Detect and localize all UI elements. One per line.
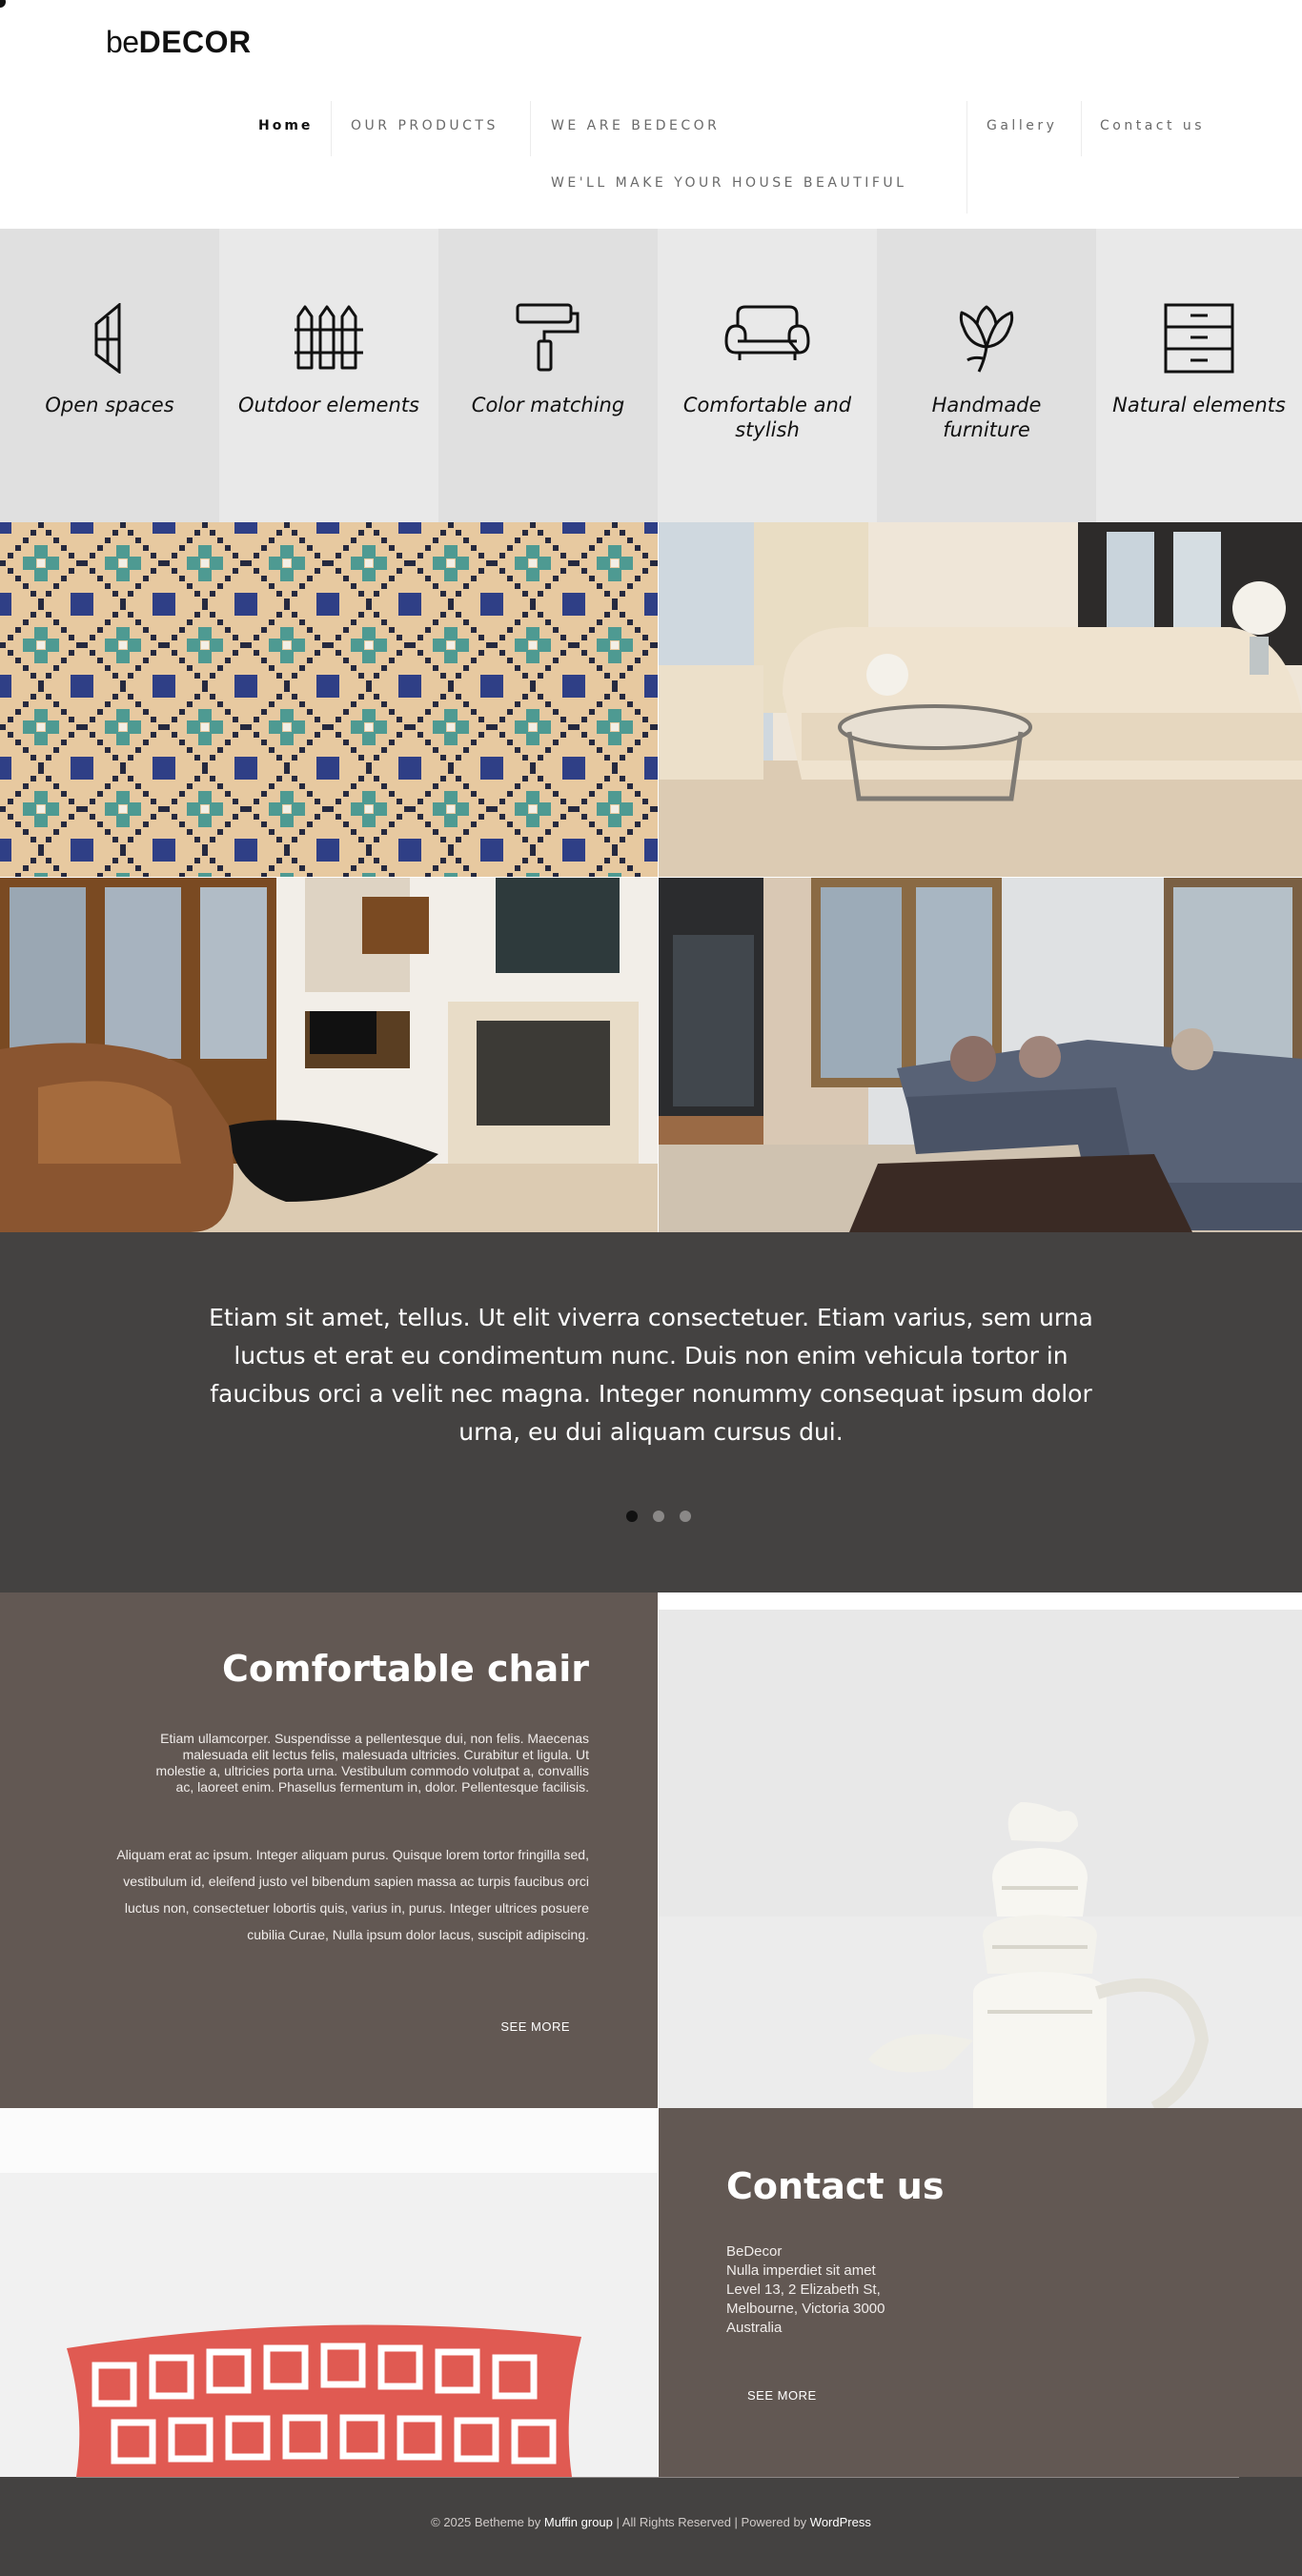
chair-see-more-button[interactable]: SEE MORE (500, 2019, 570, 2034)
gallery-image-grey-sofa[interactable] (659, 878, 1302, 1232)
feature-comfortable-and-stylish (658, 229, 877, 522)
feature-label: Open spaces (45, 394, 174, 416)
slider-dot-2[interactable] (653, 1511, 664, 1522)
contact-line-city: Melbourne, Victoria 3000 (726, 2301, 885, 2317)
gallery-grid (0, 522, 1302, 1232)
nav-divider (530, 101, 531, 156)
feature-handmade-furniture (877, 229, 1096, 522)
nav-our-products[interactable]: OUR PRODUCTS (351, 118, 498, 133)
contact-line-note: Nulla imperdiet sit amet (726, 2262, 876, 2279)
slider-dot-1[interactable] (626, 1511, 638, 1522)
gallery-image-living-room[interactable] (659, 522, 1302, 877)
corner-dot (0, 0, 6, 8)
site-header (0, 0, 1302, 229)
testimonial-slider (0, 1232, 1302, 1592)
contact-line-company: BeDecor (726, 2243, 783, 2260)
contact-section (659, 2108, 1302, 2477)
chair-paragraph-1: Etiam ullamcorper. Suspendisse a pellentesque dui, non felis. Maecenas malesuada elit lectus felis, malesuada ultricies. Curabitur et ligula. Ut molestie a, ultricies porta urna. Vestibulum commodo volutpat a, convallis ac, laoreet enim. Phasellus fermentum in, dolor. Pellentesque facilisis. (155, 1731, 589, 1795)
site-footer (0, 2477, 1302, 2576)
pillow-image[interactable] (0, 2108, 658, 2477)
footer-prefix: © 2025 Betheme by (431, 2515, 544, 2529)
gallery-image-fireplace-room[interactable] (0, 878, 658, 1232)
feature-natural-elements (1096, 229, 1302, 522)
teapot-image[interactable] (659, 1592, 1302, 2108)
feature-outdoor-elements (219, 229, 438, 522)
fence-icon (295, 303, 363, 370)
feature-label: Handmade furniture (931, 394, 1042, 441)
nav-divider (1081, 101, 1082, 156)
features-strip (0, 229, 1302, 522)
logo-bold-text: DECOR (138, 25, 252, 59)
paint-roller-icon (516, 303, 580, 372)
feature-label: Color matching (471, 394, 625, 416)
contact-title: Contact us (726, 2165, 945, 2207)
chair-paragraph-2: Aliquam erat ac ipsum. Integer aliquam purus. Quisque lorem tortor fringilla sed, vestibulum id, eleifend justo vel bibendum sapien massa ac turpis faucibus orci luctus non, consectetuer lobortis quis, varius in, purus. Integer ultrices posuere cubilia Curae, Nulla ipsum dolor lacus, suscipit adipiscing. (116, 1847, 589, 1942)
nav-home[interactable]: Home (258, 118, 314, 133)
drawers-icon (1164, 303, 1234, 374)
footer-middle: | All Rights Reserved | Powered by (612, 2515, 810, 2529)
site-logo[interactable] (106, 25, 252, 60)
nav-divider (966, 101, 967, 213)
testimonial-quote: Etiam sit amet, tellus. Ut elit viverra consectetuer. Etiam varius, sem urna luctus et erat eu condimentum nunc. Duis non enim vehicula tortor in faucibus orci a velit nec magna. Integer nonummy consequat ipsum dolor urna, eu dui aliquam cursus dui. (209, 1304, 1093, 1446)
contact-see-more-button[interactable]: SEE MORE (747, 2388, 817, 2403)
contact-line-country: Australia (726, 2320, 783, 2336)
sofa-icon (722, 303, 812, 362)
feature-open-spaces (0, 229, 219, 522)
footer-author-link[interactable]: Muffin group (543, 2515, 613, 2529)
nav-tagline[interactable]: WE'LL MAKE YOUR HOUSE BEAUTIFUL (551, 175, 907, 191)
gallery-image-mosaic[interactable] (0, 522, 658, 877)
open-space-icon (91, 303, 129, 374)
footer-platform-link[interactable]: WordPress (809, 2515, 871, 2529)
nav-contact-us[interactable]: Contact us (1100, 118, 1206, 133)
chair-section (0, 1592, 658, 2108)
contact-line-street: Level 13, 2 Elizabeth St, (726, 2282, 881, 2298)
feature-label: Outdoor elements (238, 394, 419, 416)
logo-light-text: be (106, 25, 139, 59)
nav-divider (331, 101, 332, 156)
nav-we-are-bedecor[interactable]: WE ARE BEDECOR (551, 118, 721, 133)
feature-label: Natural elements (1112, 394, 1286, 416)
footer-divider (76, 2477, 1239, 2478)
feature-color-matching (438, 229, 658, 522)
slider-dot-3[interactable] (680, 1511, 691, 1522)
footer-copyright (0, 2515, 1302, 2529)
chair-title: Comfortable chair (222, 1648, 589, 1690)
flower-icon (956, 303, 1017, 374)
feature-label: Comfortable and stylish (682, 394, 852, 441)
nav-gallery[interactable]: Gallery (987, 118, 1058, 133)
